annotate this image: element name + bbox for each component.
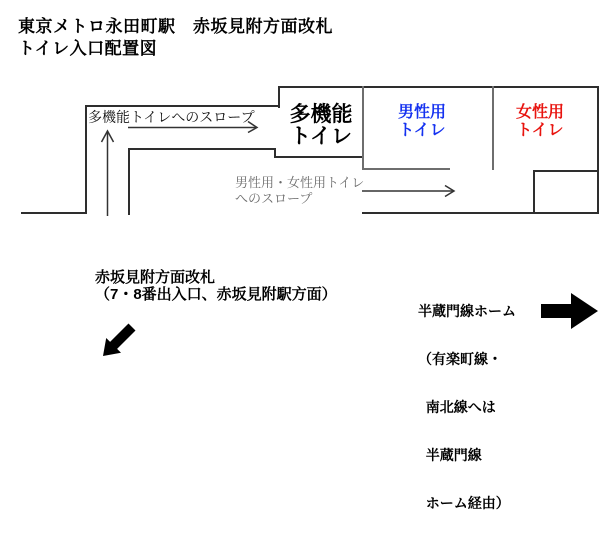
wall-right xyxy=(597,86,599,214)
mens-toilet-label-line1: 男性用 xyxy=(397,104,446,121)
womens-toilet-label-line2: トイレ xyxy=(516,122,564,139)
gate-label-line1: 赤坂見附方面改札 xyxy=(95,269,216,286)
platform-label-line1: 半蔵門線ホーム xyxy=(418,303,516,319)
page-title-line2: トイレ入口配置図 xyxy=(18,39,158,58)
multi-slope-right-arrow-icon xyxy=(126,119,262,135)
womens-toilet-label xyxy=(490,104,590,140)
wall-left-outer xyxy=(85,105,87,214)
mens-womens-slope-label-line1: 男性用・女性用トイレ xyxy=(235,175,365,190)
gate-down-left-arrow-icon xyxy=(101,316,139,358)
wall-top xyxy=(278,86,599,88)
wall-slope-bottom xyxy=(128,148,276,150)
page-title xyxy=(18,16,333,60)
mens-toilet-label-line2: トイレ xyxy=(398,122,446,139)
womens-toilet-label-line1: 女性用 xyxy=(515,104,564,121)
gate-label-line2: （7・8番出入口、赤坂見附駅方面） xyxy=(95,286,337,303)
wall-corner-box-top xyxy=(533,170,599,172)
platform-label-line2: （有楽町線・ xyxy=(418,351,502,367)
mens-womens-slope-right-arrow-icon xyxy=(360,182,460,200)
platform-label-line4: 半蔵門線 xyxy=(418,447,482,463)
wall-multi-bottom xyxy=(274,156,364,158)
mens-toilet-label xyxy=(362,104,482,140)
wall-mens-bottom xyxy=(362,168,450,170)
platform-label-line5: ホーム経由） xyxy=(418,495,510,511)
wall-corner-box-left xyxy=(533,170,535,214)
wall-bottom-left xyxy=(21,212,87,214)
mens-womens-slope-label-line2: へのスロープ xyxy=(235,191,313,206)
mens-womens-slope-label xyxy=(235,175,364,207)
platform-label-line3: 南北線へは xyxy=(418,399,496,415)
gate-label xyxy=(95,269,337,303)
page-title-line1: 東京メトロ永田町駅 赤坂見附方面改札 xyxy=(18,17,333,36)
platform-label xyxy=(418,271,516,543)
up-arrow-icon xyxy=(100,128,116,218)
wall-bottom-right xyxy=(362,212,599,214)
multi-function-toilet-label-line1: 多機能 xyxy=(289,103,353,126)
multi-function-toilet-label-line2: トイレ xyxy=(290,125,352,148)
multi-toilet-slope-label: 多機能トイレへのスロープ xyxy=(88,109,255,125)
multi-function-toilet-label xyxy=(280,104,362,148)
platform-right-arrow-icon xyxy=(541,293,599,329)
wall-inner-vertical xyxy=(128,148,130,215)
